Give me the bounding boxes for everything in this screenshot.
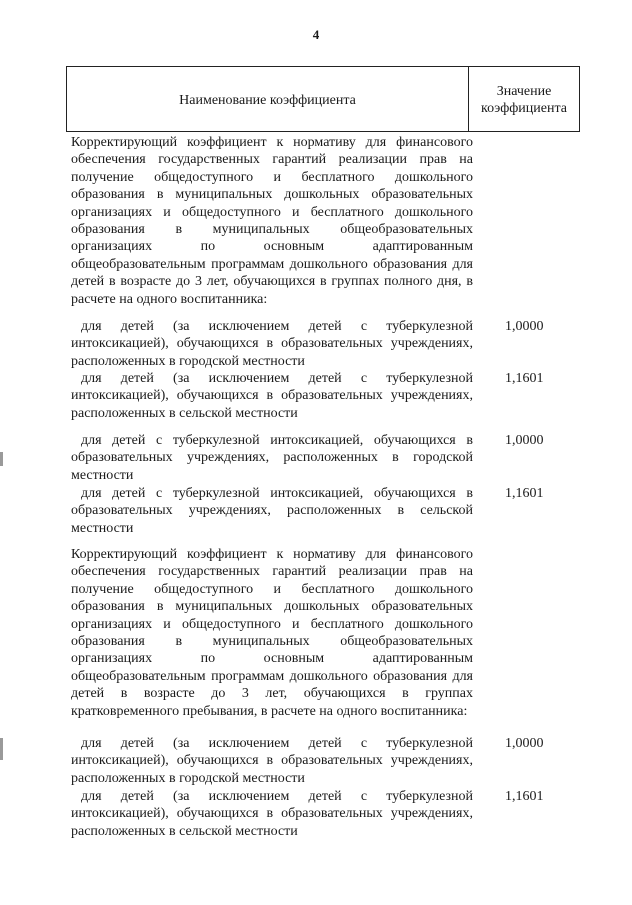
table-row-2-1-text: для детей (за исключением детей с туберкулезной интоксикацией), обучающихся в образовательных учреждениях, расположенных в городской местности — [71, 736, 473, 786]
scan-margin-mark — [0, 738, 3, 760]
table-row-1-1-text: для детей (за исключением детей с туберкулезной интоксикацией), обучающихся в образовательных учреждениях, расположенных в городской местности — [71, 319, 473, 369]
table-row-1-4-value: 1,1601 — [505, 486, 544, 501]
table-row-1-3-value: 1,0000 — [505, 433, 544, 448]
table-row-1-3-text: для детей с туберкулезной интоксикацией, обучающихся в образовательных учреждениях, расположенных в городской местности — [71, 433, 473, 483]
section-2-description: Корректирующий коэффициент к нормативу для финансового обеспечения государственных гарантий реализации прав на получение общедоступного и бесплатного дошкольного образования в муниципальных дошкольных образовательных организациях и общедоступного и бесплатного дошкольного образования в муниципальных общеобразовательных организациях по основным адаптированным общеобразовательным программам дошкольного образования для детей в возрасте до 3 лет, обучающихся в группах кратковременного пребывания, в расчете на одного воспитанника: — [71, 547, 473, 719]
table-row-1-2-text: для детей (за исключением детей с туберкулезной интоксикацией), обучающихся в образовательных учреждениях, расположенных в сельской местности — [71, 371, 473, 421]
table-row-2-1-value: 1,0000 — [505, 736, 544, 751]
scan-margin-mark — [0, 452, 3, 466]
table-row-2-2-value: 1,1601 — [505, 789, 544, 804]
table-row-1-4-text: для детей с туберкулезной интоксикацией, обучающихся в образовательных учреждениях, расположенных в сельской местности — [71, 486, 473, 536]
page-number: 4 — [312, 27, 320, 42]
table-row-2-2-text: для детей (за исключением детей с туберкулезной интоксикацией), обучающихся в образовательных учреждениях, расположенных в сельской местности — [71, 789, 473, 839]
table-header — [66, 66, 580, 132]
column-header-value: Значение коэффициента — [468, 67, 579, 131]
column-header-name: Наименование коэффициента — [179, 93, 356, 108]
section-1-description: Корректирующий коэффициент к нормативу для финансового обеспечения государственных гарантий реализации прав на получение общедоступного и бесплатного дошкольного образования в муниципальных дошкольных образовательных организациях и общедоступного и бесплатного дошкольного образования в муниципальных общеобразовательных организациях по основным адаптированным общеобразовательным программам дошкольного образования для детей в возрасте до 3 лет, обучающихся в группах полного дня, в расчете на одного воспитанника: — [71, 135, 473, 307]
table-row-1-1-value: 1,0000 — [505, 319, 544, 334]
table-row-1-2-value: 1,1601 — [505, 371, 544, 386]
